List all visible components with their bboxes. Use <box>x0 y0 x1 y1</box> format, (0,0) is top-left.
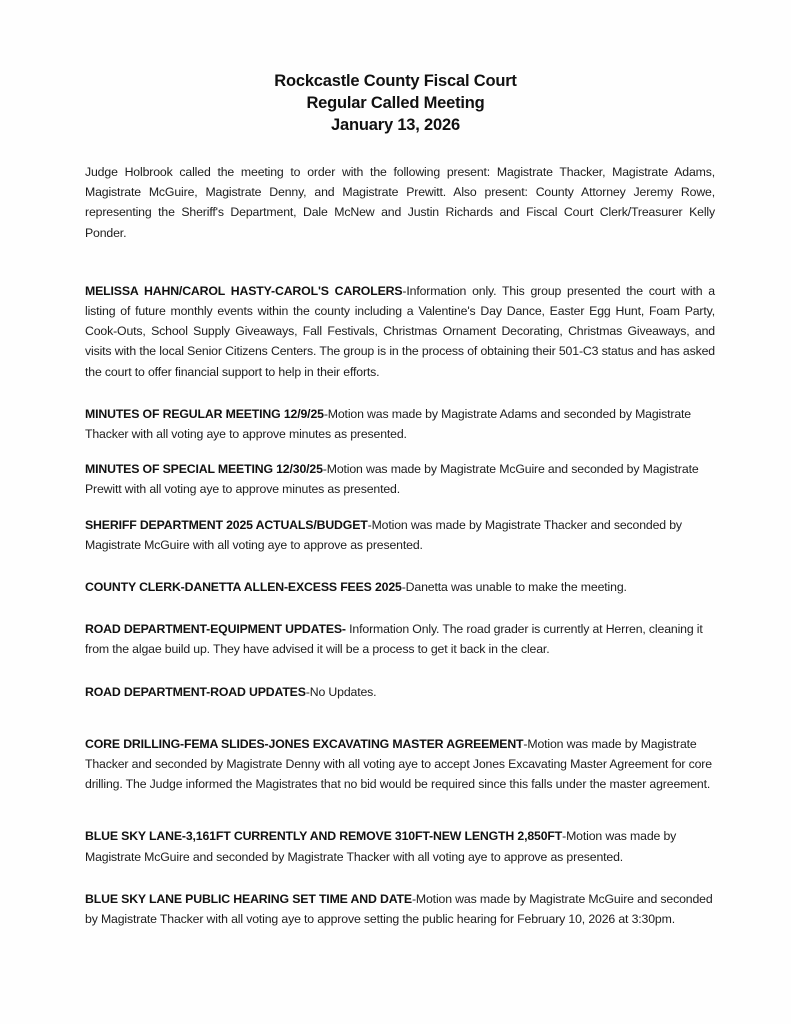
agenda-item-road-updates <box>85 682 715 702</box>
agenda-item-heading: SHERIFF DEPARTMENT 2025 ACTUALS/BUDGET <box>85 517 368 532</box>
agenda-item-body: -Motion was made by Magistrate McGuire and seconded by Magistrate Thacker with all voting aye to approve as presented. <box>85 829 677 864</box>
meeting-date: January 13, 2026 <box>331 116 460 134</box>
agenda-item-heading: BLUE SKY LANE-3,161FT CURRENTLY AND REMOVE 310FT-NEW LENGTH 2,850FT <box>85 829 563 844</box>
agenda-item-heading: ROAD DEPARTMENT-ROAD UPDATES <box>85 684 306 699</box>
organization-title: Rockcastle County Fiscal Court <box>274 72 517 90</box>
agenda-item-body: Information Only. The road grader is currently at Herren, cleaning it from the algae build up. They have advised it will be a process to get it back in the clear. <box>85 622 703 657</box>
agenda-item-body: -Information only. This group presented the court with a listing of future monthly events within the county including a Valentine's Day Dance, Easter Egg Hunt, Foam Party, Cook-Outs, School Supply Giveaways, Fall Festivals, Christmas Ornament Decorating, Christmas Giveaways, and visits with the local Senior Citizens Centers. The group is in the process of obtaining their 501-C3 status and has asked the court to offer financial support to help in their efforts. <box>85 283 715 379</box>
agenda-item-heading: BLUE SKY LANE PUBLIC HEARING SET TIME AND DATE <box>85 891 412 906</box>
agenda-item-sheriff-budget <box>85 515 715 555</box>
agenda-item-body: -No Updates. <box>305 684 377 699</box>
agenda-item-body: -Motion was made by Magistrate Adams and seconded by Magistrate Thacker with all voting aye to approve minutes as presented. <box>85 406 691 442</box>
agenda-item-body: -Motion was made by Magistrate Thacker and seconded by Magistrate McGuire with all voting aye to approve as presented. <box>85 517 682 552</box>
agenda-item-county-clerk <box>85 577 715 597</box>
agenda-item-heading: MINUTES OF SPECIAL MEETING 12/30/25 <box>85 462 323 477</box>
meeting-type-title: Regular Called Meeting <box>306 94 485 112</box>
agenda-item-heading: MINUTES OF REGULAR MEETING 12/9/25 <box>85 406 324 421</box>
attendance-paragraph: Judge Holbrook called the meeting to order with the following present: Magistrate Thacker, Magistrate Adams, Magistrate McGuire, Magistrate Denny, and Magistrate Prewitt. Also present: County Attorney Jeremy Rowe, representing the Sheriff's Department, Dale McNew and Justin Richards and Fiscal Court Clerk/Treasurer Kelly Ponder. <box>85 165 715 240</box>
agenda-item-blue-sky-lane-length <box>85 826 715 866</box>
agenda-item-regular-minutes <box>85 404 715 444</box>
agenda-item-body: -Motion was made by Magistrate McGuire and seconded by Magistrate Prewitt with all voting aye to approve minutes as presented. <box>85 462 699 497</box>
agenda-item-body: -Motion was made by Magistrate Thacker and seconded by Magistrate Denny with all voting aye to accept Jones Excavating Master Agreement for core drilling. The Judge informed the Magistrates that no bid would be required since this falls under the master agreement. <box>85 736 712 792</box>
agenda-item-blue-sky-lane-hearing <box>85 889 715 929</box>
agenda-item-heading: ROAD DEPARTMENT-EQUIPMENT UPDATES- <box>85 622 346 637</box>
agenda-item-heading: MELISSA HAHN/CAROL HASTY-CAROL'S CAROLERS <box>85 283 403 298</box>
agenda-item-core-drilling <box>85 734 715 795</box>
agenda-item-heading: CORE DRILLING-FEMA SLIDES-JONES EXCAVATING MASTER AGREEMENT <box>85 736 524 751</box>
agenda-item-road-equipment <box>85 619 715 659</box>
agenda-item-carols-carolers <box>85 281 715 382</box>
document-header <box>0 70 791 136</box>
agenda-item-special-minutes <box>85 459 715 499</box>
minutes-body <box>85 162 715 944</box>
agenda-item-body: -Motion was made by Magistrate McGuire and seconded by Magistrate Thacker with all voting aye to approve setting the public hearing for February 10, 2026 at 3:30pm. <box>85 891 713 927</box>
agenda-item-body: -Danetta was unable to make the meeting. <box>401 580 627 595</box>
agenda-item-heading: COUNTY CLERK-DANETTA ALLEN-EXCESS FEES 2025 <box>85 580 402 595</box>
